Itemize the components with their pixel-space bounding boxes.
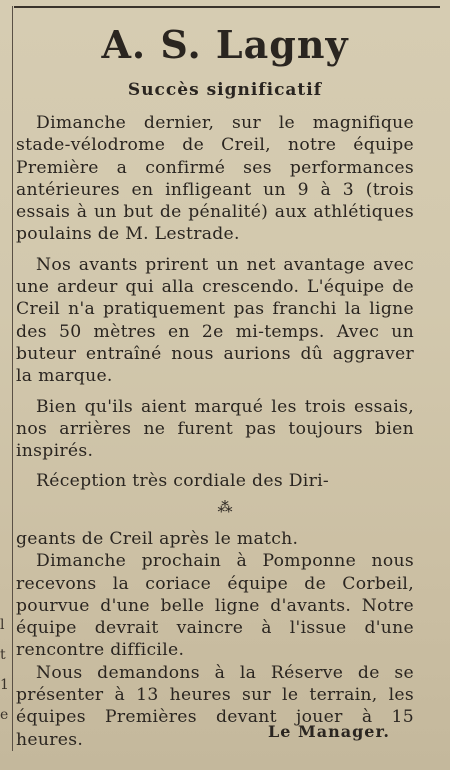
- article-signature: Le Manager.: [268, 722, 390, 741]
- margin-char: l: [0, 617, 5, 633]
- article-title: A. S. Lagny: [101, 22, 349, 67]
- column-rule: [12, 6, 13, 751]
- paragraph: Dimanche prochain à Pomponne nous recevons la coriace équipe de Corbeil, pourvue d'une belle ligne d'avants. Notre équipe devrait vaincre à l'issue d'une rencontre difficile.: [16, 551, 414, 661]
- margin-char: e: [0, 707, 9, 723]
- margin-char: t: [0, 647, 6, 663]
- paragraph: geants de Creil après le match.: [16, 529, 299, 549]
- paragraph: Nos avants prirent un net avantage avec une ardeur qui alla crescendo. L'équipe de Creil n'a pratiquement pas franchi la ligne des 50 mètres en 2e mi-temps. Avec un buteur entraîné nous aurions dû aggraver la marque.: [16, 254, 414, 387]
- article-body: [16, 112, 414, 501]
- paragraph: Dimanche dernier, sur le magnifique stade-vélodrome de Creil, notre équipe Première a confirmé ses performances antérieures en infligeant un 9 à 3 (trois essais à un but de pénalité) aux athlétiques poulains de M. Lestrade.: [16, 113, 414, 245]
- ornament-asterism: ⁂: [217, 498, 233, 516]
- paragraph: Bien qu'ils aient marqué les trois essais, nos arrières ne furent pas toujours bien inspirés.: [16, 396, 414, 462]
- article-subtitle: Succès significatif: [127, 80, 323, 100]
- article-body-continued: [16, 528, 414, 751]
- top-rule: [14, 6, 440, 8]
- margin-char: 1: [0, 677, 9, 693]
- margin-fragments: [0, 610, 12, 730]
- paragraph: Nous demandons à la Réserve de se présenter à 13 heures sur le terrain, les équipes Premières devant jouer à 15 heures.: [16, 662, 414, 750]
- paragraph: Réception très cordiale des Diri-: [36, 471, 329, 492]
